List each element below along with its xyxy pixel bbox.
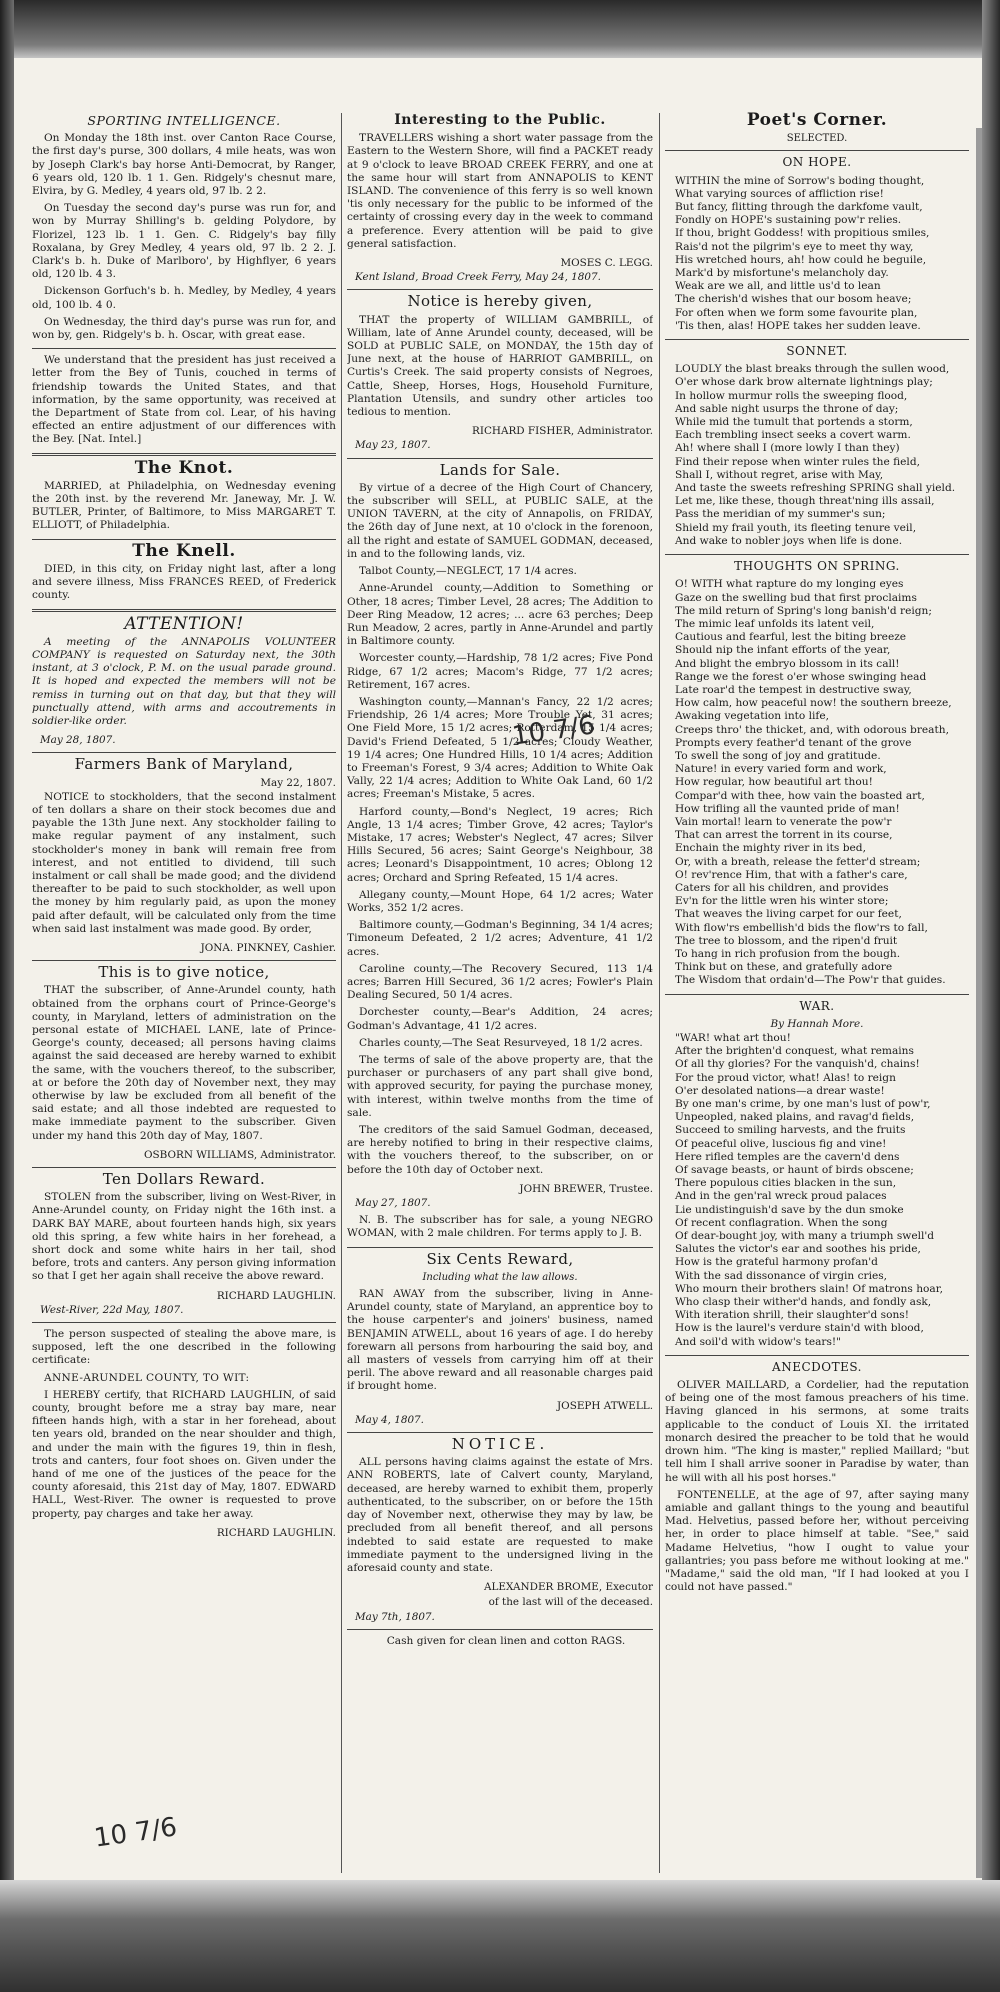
divider [665,994,969,995]
on-hope-heading: ON HOPE. [782,155,852,170]
farmers-bank-heading: Farmers Bank of Maryland, [74,755,294,774]
spring-heading: THOUGHTS ON SPRING. [734,559,900,574]
divider [32,960,336,961]
lands-sale-notice: By virtue of a decree of the High Court of Chancery, the subscriber will SELL, at PUBLIC SALE, at the UNION TAVERN, at the city of Annapolis, on FRIDAY, the 26th day of June next, at 10 o'clock in the forenoon, all the right and estate of SAMUEL GODMAN, deceased, in and to the following lands, viz. Talbot County,—NEGLECT, 17 1/4 acres. Anne-Arundel county,—Addition to Something or Other, 18 acres; Timber Level, 28 acres; The Addition to Deer Ring Meadow, 12 acres; ... acre 63 perches; Deep Run Meadow, 2 acres, partly in Anne-Arundel and partly in Baltimore county. Worcester county,—Hardship, 78 1/2 acres; Five Pond Ridge, 67 1/2 acres; Macom's Ridge, 77 1/2 acres; Retirement, 167 acres. Washington county,—Mannan's Fancy, 22 1/2 acres; Friendship, 26 1/4 acres; More Trouble Yet, 31 acres; One Field More, 15 1/2 acres; Rotterdam, 15 1/4 acres; David's Friend Defeated, 5 1/2 acres; Cloudy Weather, 19 1/4 acres; One Hundred Hills, 10 1/4 acres; Addition to Freeman's Forest, 9 3/4 acres; Addition to White Oak Vally, 22 1/4 acres; Addition to White Oak Land, 60 1/2 acres; Freeman's Mistake, 5 acres. Harford county,—Bond's Neglect, 19 acres; Rich Angle, 13 1/4 acres; Timber Grove, 42 acres; Taylor's Mistake, 17 acres; Webster's Neglect, 47 acres; Silver Hills Secured, 56 acres; Saint George's Neighbour, 38 acres; Leonard's Disappointment, 10 acres; Oblong 12 acres; Orchard and Spring Refeated, 15 1/4 acres. Allegany county,—Mount Hope, 64 1/2 acres; Water Works, 352 1/2 acres. Baltimore county,—Godman's Beginning, 34 1/4 acres; Timoneum Defeated, 2 1/2 acres; Adventure, 41 1/2 acres. Caroline county,—The Recovery Secured, 113 1/4 acres; Barren Hill Secured, 36 1/2 acres; Fowler's Plain Dealing Secured, 50 1/4 acres. Dorchester county,—Bear's Addition, 24 acres; Godman's Advantage, 41 1/2 acres. Charles county,—The Seat Resurveyed, 18 1/2 acres. The terms of sale of the above property are, that the purchaser or purchasers of any part shall give bond, with approved security, for paying the purchase money, with interest, within twelve months from the time of sale. The creditors of the said Samuel Godman, deceased, are hereby notified to bring in their respective claims, with the vouchers thereof, to the subscriber, on or before the 10th day of October next. [347,481,653,1176]
column-middle: Interesting to the Public. TRAVELLERS wishing a short water passage from the Eastern to the Western Shore, will find a PACKET ready at 9 o'clock to leave BROAD CREEK FERRY, and one at the same hour will start from ANNAPOLIS to KENT ISLAND. The convenience of this ferry is so well known 'tis only necessary for the public to be informed of the certainty of crossing every day in the week to command a preference. Every attention will be paid to give general satisfaction. MOSES C. LEGG. Kent Island, Broad Creek Ferry, May 24, 1807. Notice is hereby given, THAT the property of WILLIAM GAMBRILL, of William, late of Anne Arundel county, deceased, will be SOLD at PUBLIC SALE, on MONDAY, the 15th day of June next, at the house of HARRIOT GAMBRILL, on Curtis's Creek. The said property consists of Negroes, Cattle, Sheep, Horses, Hogs, Household Furniture, Plantation Utensils, and sundry other articles too tedious to mention. RICHARD FISHER, Administrator. May 23, 1807. Lands for Sale. By virtue of a decree of the High Court of Chancery, the subscriber will SELL, at PUBLIC SALE, at the UNION TAVERN, at the city of Annapolis, on FRIDAY, the 26th day of June next, at 10 o'clock in the forenoon, all the right and estate of SAMUEL GODMAN, deceased, in and to the following lands, viz. Talbot County,—NEGLECT, 17 1/4 acres. Anne-Arundel county,—Addition to Something or Other, 18 acres; Timber Level, 28 acres; The Addition to Deer Ring Meadow, 12 acres; ... acre 63 perches; Deep Run Meadow, 2 acres, partly in Anne-Arundel and partly in Baltimore county. Worcester county,—Hardship, 78 1/2 acres; Five Pond Ridge, 67 1/2 acres; Macom's Ridge, 77 1/2 acres; Retirement, 167 acres. Washington county,—Mannan's Fancy, 22 1/2 acres; Friendship, 26 1/4 acres; More Trouble Yet, 31 acres; One Field More, 15 1/2 acres; Rotterdam, 15 1/4 acres; David's Friend Defeated, 5 1/2 acres; Cloudy Weather, 19 1/4 acres; One Hundred Hills, 10 1/4 acres; Addition to Freeman's Forest, 9 3/4 acres; Addition to White Oak Vally, 22 1/4 acres; Addition to White Oak Land, 60 1/2 acres; Freeman's Mistake, 5 acres. Harford county,—Bond's Neglect, 19 acres; Rich Angle, 13 1/4 acres; Timber Grove, 42 acres; Taylor's Mistake, 17 acres; Webster's Neglect, 47 acres; Silver Hills Secured, 56 acres; Saint George's Neighbour, 38 acres; Leonard's Disappointment, 10 acres; Oblong 12 acres; Orchard and Spring Refeated, 15 1/4 acres. Allegany county,—Mount Hope, 64 1/2 acres; Water Works, 352 1/2 acres. Baltimore county,—Godman's Beginning, 34 1/4 acres; Timoneum Defeated, 2 1/2 acres; Adventure, 41 1/2 acres. Caroline county,—The Recovery Secured, 113 1/4 acres; Barren Hill Secured, 36 1/2 acres; Fowler's Plain Dealing Secured, 50 1/4 acres. Dorchester county,—Bear's Addition, 24 acres; Godman's Advantage, 41 1/2 acres. Charles county,—The Seat Resurveyed, 18 1/2 acres. The terms of sale of the above property are, that the purchaser or purchasers of any part shall give bond, with approved security, for paying the purchase money, with interest, within twelve months from the time of sale. The creditors of the said Samuel Godman, deceased, are hereby notified to bring in their respective claims, with the vouchers thereof, to the subscriber, on or before the 10th day of October next. JOHN BREWER, Trustee. May 27, 1807. N. B. The subscriber has for sale, a young NEGRO WOMAN, with 2 male children. For terms apply to J. B. Six Cents Reward, Including what the law allows. RAN AWAY from the subscriber, living in Anne-Arundel county, state of Maryland, an apprentice boy to the house carpenter's and joiners' business, named BENJAMIN ATWELL, about 16 years of age. I do hereby forewarn all persons from harbouring the said boy, and all masters of vessels from carrying him off at their peril. The above reward and all reasonable charges paid if brought home. JOSEPH ATWELL. May 4, 1807. NOTICE. ALL persons having claims against the estate of Mrs. ANN ROBERTS, late of Calvert county, Maryland, deceased, are hereby warned to exhibit them, properly authenticated, to the subscriber, on or before the 15th day of November next, otherwise they may by law, be precluded from all benefit thereof, and all persons indebted to said estate are requested to make immediate payment to the undersigned living in the aforesaid county and state. ALEXANDER BROME, Executor of the last will of the deceased. May 7th, 1807. Cash given for clean linen and cotton RAGS. [347,112,653,1647]
six-cents-heading: Six Cents Reward, [426,1249,574,1268]
scanner-edge-top [0,0,1000,60]
divider [32,453,336,456]
scanner-edge-left [0,0,14,1992]
poem-spring: O! WITH what rapture do my longing eyes Gaze on the swelling bud that first proclaims The mild return of Spring's long banish'd reign; The mimic leaf unfolds its latent veil, Cautious and fearful, lest the biting breeze Should nip the infant efforts of the year, And blight the embryo blossom in its call! Range we the forest o'er whose swinging head Late roar'd the tempest in destructive sway, How calm, how peaceful now! the southern breeze, Awaking vegetation into life, Creeps thro' the thicket, and, with odorous breath, Prompts every feather'd tenant of the grove To swell the song of joy and gratitude. Nature! in every varied form and work, How regular, how beautiful art thou! Compar'd with thee, how vain the boasted art, How trifling all the vaunted pride of man! Vain mortal! learn to venerate the pow'r That can arrest the torrent in its course, Enchain the mighty river in its bed, Or, with a breath, release the fetter'd stream; O! rev'rence Him, that with a father's care, Caters for all his children, and provides Ev'n for the little wren his winter store; That weaves the living carpet for our feet, With flow'rs embellish'd bids the flow'rs to fall, The tree to blossom, and the ripen'd fruit To hang in rich profusion from the bough. Think but on these, and gratefully adore The Wisdom that ordain'd—The Pow'r that guides. [675,578,952,987]
gambrill-sale-notice: THAT the property of WILLIAM GAMBRILL, of William, late of Anne Arundel county, deceased, will be SOLD at PUBLIC SALE, on MONDAY, the 15th day of June next, at the house of HARRIOT GAMBRILL, on Curtis's Creek. The said property consists of Negroes, Cattle, Sheep, Horses, Hogs, Household Furniture, Plantation Utensils, and sundry other articles too tedious to mention. [347,313,653,419]
divider [32,1167,336,1168]
packet-notice: TRAVELLERS wishing a short water passage from the Eastern to the Western Shore, will find a PACKET ready at 9 o'clock to leave BROAD CREEK FERRY, and one at the same hour will start from ANNAPOLIS to KENT ISLAND. The convenience of this ferry is so well known 'tis only necessary for the public to be informed of the certainty of crossing every day in the week to command a preference. Every attention will be paid to give general satisfaction. [347,132,653,250]
estate-notice: THAT the subscriber, of Anne-Arundel county, hath obtained from the orphans court of Prince-George's county, in Maryland, letters of administration on the personal estate of MICHAEL LANE, late of Prince-George's county, deceased; all persons having claims against the said deceased are hereby warned to exhibit the same, with the vouchers thereof, to the subscriber, at or before the 20th day of November next, they may otherwise by law be excluded from all benefit of the said estate; and all those indebted are requested to make immediate payment to the subscriber. Given under my hand this 20th day of May, 1807. [32,984,336,1142]
anecdotes-text: OLIVER MAILLARD, a Cordelier, had the reputation of being one of the most famous preachers of his time. Having glanced in his sermons, at some traits applicable to the conduct of Louis XI. the irritated monarch desired the preacher to be told that he would drown him. "The king is master," replied Maillard; "but tell him I shall arrive sooner in Paradise by water, than he will with all his post horses." FONTENELLE, at the age of 97, after saying many amiable and gallant things to the young and beautiful Mad. Helvetius, passed before her, without perceiving her, in order to place himself at table. "See," said Madame Helvetius, "how I ought to value your gallantries; you pass before me without looking at me." "Madame," said the old man, "If I had looked at you I could not have passed." [665,1379,969,1594]
page-edge-shadow [976,128,982,1878]
sporting-article: On Monday the 18th inst. over Canton Race Course, the first day's purse, 300 dollars, 4 mile heats, was won by Joseph Clark's bay horse Anti-Democrat, by Ranger, 6 years old, 120 lb. 1 1. Gen. Ridgely's chesnut mare, Elvira, by G. Medley, 4 years old, 97 lb. 2 2. On Tuesday the second day's purse was run for, and won by Murray Shilling's b. gelding Polydore, by Florizel, 123 lb. 1 1. Gen. C. Ridgely's bay filly Roxalana, by Grey Medley, 4 years old, 97 lb. 2 2. J. Clark's b. h. Duke of Marlboro', by Highflyer, 6 years old, 120 lb. 4 3. Dickenson Gorfuch's b. h. Medley, by Medley, 4 years old, 100 lb. 4 0. On Wednesday, the third day's purse was run for, and won by, gen. Ridgely's b. h. Oscar, with great ease. [32,132,336,342]
divider [32,348,336,349]
knot-heading: The Knot. [134,457,234,478]
scanner-edge-right [982,0,1000,1992]
scanner-edge-bottom [0,1880,1000,1992]
column-rule [659,113,660,1873]
runaway-notice: RAN AWAY from the subscriber, living in Anne-Arundel county, state of Maryland, an apprentice boy to the house carpenter's and joiners' business, named BENJAMIN ATWELL, about 16 years of age. I do hereby forewarn all persons from harbouring the said boy, and all masters of vessels from carrying him off at their peril. The above reward and all reasonable charges paid if brought home. [347,1288,653,1393]
divider [665,339,969,340]
handwritten-mark: 10 7/6 [92,1812,179,1854]
give-notice-heading: This is to give notice, [98,963,270,982]
divider [347,1247,653,1248]
rags-notice: Cash given for clean linen and cotton RAGS. [386,1634,626,1647]
divider [32,609,336,612]
bank-notice: NOTICE to stockholders, that the second instalment of ten dollars a share on their stock becomes due and payable the 13th June next. Any stockholder failing to make regular payment of any instalment, such stockholder's money in bank will remain free from interest, and not entitled to dividend, till such instalment or call shall be made good; and the dividend thereafter to be paid to such stockholder, as well upon the money by him regularly paid, as upon the money paid after default, will be calculated only from the time when said last instalment was made good. By order, [32,790,336,935]
column-left: SPORTING INTELLIGENCE. On Monday the 18th inst. over Canton Race Course, the first day's purse, 300 dollars, 4 mile heats, was won by Joseph Clark's bay horse Anti-Democrat, by Ranger, 6 years old, 120 lb. 1 1. Gen. Ridgely's chesnut mare, Elvira, by G. Medley, 4 years old, 97 lb. 2 2. On Tuesday the second day's purse was run for, and won by Murray Shilling's b. gelding Polydore, by Florizel, 123 lb. 1 1. Gen. C. Ridgely's bay filly Roxalana, by Grey Medley, 4 years old, 97 lb. 2 2. J. Clark's b. h. Duke of Marlboro', by Highflyer, 6 years old, 120 lb. 4 3. Dickenson Gorfuch's b. h. Medley, by Medley, 4 years old, 100 lb. 4 0. On Wednesday, the third day's purse was run for, and won by, gen. Ridgely's b. h. Oscar, with great ease. We understand that the president has just received a letter from the Bey of Tunis, couched in terms of friendship towards the United States, and that information, by the same opportunity, was received at the Department of State from col. Lear, of his having effected an entire adjustment of our differences with the Bey. [Nat. Intel.] The Knot. MARRIED, at Philadelphia, on Wednesday evening the 20th inst. by the reverend Mr. Janeway, Mr. J. W. BUTLER, Printer, of Baltimore, to Miss MARGARET T. ELLIOTT, of Philadelphia. The Knell. DIED, in this city, on Friday night last, after a long and severe illness, Miss FRANCES REED, of Frederick county. ATTENTION! A meeting of the ANNAPOLIS VOLUNTEER COMPANY is requested on Saturday next, the 30th instant, at 3 o'clock, P. M. on the usual parade ground. It is hoped and expected the members will not be remiss in turning out on that day, but that they will punctually attend, with arms and accoutrements in soldier-like order. May 28, 1807. Farmers Bank of Maryland, May 22, 1807. NOTICE to stockholders, that the second instalment of ten dollars a share on their stock becomes due and payable the 13th June next. Any stockholder failing to make regular payment of any instalment, such stockholder's money in bank will remain free from interest, and not entitled to dividend, till such instalment or call shall be made good; and the dividend thereafter to be paid to such stockholder, as well upon the money by him regularly paid, as upon the money paid after default, will be calculated only from the time when said last instalment was made good. By order, JONA. PINKNEY, Cashier. This is to give notice, THAT the subscriber, of Anne-Arundel county, hath obtained from the orphans court of Prince-George's county, in Maryland, letters of administration on the personal estate of MICHAEL LANE, late of Prince-George's county, deceased; all persons having claims against the said deceased are hereby warned to exhibit the same, with the vouchers thereof, to the subscriber, at or before the 20th day of November next, they may otherwise by law be excluded from all benefit of the said estate; and all those indebted are requested to make immediate payment to the subscriber. Given under my hand this 20th day of May, 1807. OSBORN WILLIAMS, Administrator. Ten Dollars Reward. STOLEN from the subscriber, living on West-River, in Anne-Arundel county, on Friday night the 16th inst. a DARK BAY MARE, about fourteen hands high, six years old this spring, a few white hairs in her forehead, a short dock and some white hairs in her tail, shod before, trots and canters. Any person giving information so that I get her again shall receive the above reward. RICHARD LAUGHLIN. West-River, 22d May, 1807. The person suspected of stealing the above mare, is supposed, left the one described in the following certificate: ANNE-ARUNDEL COUNTY, TO WIT: I HEREBY certify, that RICHARD LAUGHLIN, of said county, brought before me a stray bay mare, near fifteen hands high, with a star in her forehead, about ten years old, branded on the near shoulder and thigh, and under the main with the figures 19, thin in flesh, trots and canters, four foot shoes on. Given under the hand of me one of the justices of the peace for the county aforesaid, this 21st day of May, 1807. EDWARD HALL, West-River. The owner is requested to prove property, pay charges and take her away. RICHARD LAUGHLIN. [32,113,336,1539]
newspaper-page [14,58,982,1883]
column-right: Poet's Corner. SELECTED. ON HOPE. WITHIN the mine of Sorrow's boding thought, What varying sources of affliction rise! But fancy, flitting through the darkfome vault, Fondly on HOPE's sustaining pow'r relies. If thou, bright Goddess! with propitious smiles, Rais'd not the pilgrim's eye to meet thy way, His wretched hours, ah! how could he beguile, Mark'd by misfortune's melancholy day. Weak are we all, and little us'd to lean The cherish'd wishes that our bosom heave; For often when we form some favourite plan, 'Tis then, alas! HOPE takes her sudden leave. SONNET. LOUDLY the blast breaks through the sullen wood, O'er whose dark brow alternate lightnings play; In hollow murmur rolls the sweeping flood, And sable night usurps the throne of day; While mid the tumult that portends a storm, Each trembling insect seeks a covert warm. Ah! where shall I (more lowly I than they) Find their repose when winter rules the field, Shall I, without regret, arise with May, And taste the sweets refreshing SPRING shall yield. Let me, like these, though threat'ning ills assail, Pass the meridian of my summer's sun; Shield my frail youth, its fleeting tenure veil, And wake to nobler joys when life is done. THOUGHTS ON SPRING. O! WITH what rapture do my longing eyes Gaze on the swelling bud that first proclaims The mild return of Spring's long banish'd reign; The mimic leaf unfolds its latent veil, Cautious and fearful, lest the biting breeze Should nip the infant efforts of the year, And blight the embryo blossom in its call! Range we the forest o'er whose swinging head Late roar'd the tempest in destructive sway, How calm, how peaceful now! the southern breeze, Awaking vegetation into life, Creeps thro' the thicket, and, with odorous breath, Prompts every feather'd tenant of the grove To swell the song of joy and gratitude. Nature! in every varied form and work, How regular, how beautiful art thou! Compar'd with thee, how vain the boasted art, How trifling all the vaunted pride of man! Vain mortal! learn to venerate the pow'r That can arrest the torrent in its course, Enchain the mighty river in its bed, Or, with a breath, release the fetter'd stream; O! rev'rence Him, that with a father's care, Caters for all his children, and provides Ev'n for the little wren his winter store; That weaves the living carpet for our feet, With flow'rs embellish'd bids the flow'rs to fall, The tree to blossom, and the ripen'd fruit To hang in rich profusion from the bough. Think but on these, and gratefully adore The Wisdom that ordain'd—The Pow'r that guides. WAR. By Hannah More. "WAR! what art thou! After the brighten'd conquest, what remains Of all thy glories? For the vanquish'd, chains! For the proud victor, what! Alas! to reign O'er desolated nations—a drear waste! By one man's crime, by one man's lust of pow'r, Unpeopled, naked plains, and ravag'd fields, Succeed to smiling harvests, and the fruits Of peaceful olive, luscious fig and vine! Here rifled temples are the cavern'd dens Of savage beasts, or haunt of birds obscene; There populous cities blacken in the sun, And in the gen'ral wreck proud palaces Lie undistinguish'd save by the dun smoke Of recent conflagration. When the song Of dear-bought joy, with many a triumph swell'd Salutes the victor's ear and soothes his pride, How is the grateful harmony profan'd With the sad dissonance of virgin cries, Who mourn their brothers slain! Of matrons hoar, Who clasp their wither'd hands, and fondly ask, With iteration shrill, their slaughter'd sons! How is the laurel's verdure stain'd with blood, And soil'd with widow's tears!" ANECDOTES. OLIVER MAILLARD, a Cordelier, had the reputation of being one of the most famous preachers of his time. Having glanced in his sermons, at some traits applicable to the conduct of Louis XI. the irritated monarch desired the preacher to be told that he would drown him. "The king is master," replied Maillard; "but tell him I shall arrive sooner in Paradise by water, than he will with all his post horses." FONTENELLE, at the age of 97, after saying many amiable and gallant things to the young and beautiful Mad. Helvetius, passed before her, without perceiving her, in order to place himself at table. "See," said Madame Helvetius, "how I ought to value your gallantries; you pass before me without looking at me." "Madame," said the old man, "If I had looked at you I could not have passed." [665,110,969,1594]
anecdotes-heading: ANECDOTES. [772,1359,862,1374]
notice-given-heading: Notice is hereby given, [407,292,593,311]
divider [32,539,336,540]
divider [32,752,336,753]
marriage-notice: MARRIED, at Philadelphia, on Wednesday evening the 20th inst. by the reverend Mr. Janeway, Mr. J. W. BUTLER, Printer, of Baltimore, to Miss MARGARET T. ELLIOTT, of Philadelphia. [32,479,336,532]
death-notice: DIED, in this city, on Friday night last, after a long and severe illness, Miss FRANCES REED, of Frederick county. [32,562,336,602]
public-heading: Interesting to the Public. [394,112,606,128]
sporting-heading: SPORTING INTELLIGENCE. [87,113,281,128]
notice-heading: NOTICE. [451,1435,549,1454]
divider [347,1629,653,1630]
reward-heading: Ten Dollars Reward. [102,1170,266,1189]
divider [32,1322,336,1323]
divider [665,1355,969,1356]
handwritten-mark: 10 7/6 [510,710,597,752]
divider [347,1432,653,1433]
knell-heading: The Knell. [132,540,236,561]
poets-corner-heading: Poet's Corner. [746,110,888,130]
divider [665,554,969,555]
divider [347,289,653,290]
poem-war: "WAR! what art thou! After the brighten'd conquest, what remains Of all thy glories? For the vanquish'd, chains! For the proud victor, what! Alas! to reign O'er desolated nations—a drear waste! By one man's crime, by one man's lust of pow'r, Unpeopled, naked plains, and ravag'd fields, Succeed to smiling harvests, and the fruits Of peaceful olive, luscious fig and vine! Here rifled temples are the cavern'd dens Of savage beasts, or haunt of birds obscene; There populous cities blacken in the sun, And in the gen'ral wreck proud palaces Lie undistinguish'd save by the dun smoke Of recent conflagration. When the song Of dear-bought joy, with many a triumph swell'd Salutes the victor's ear and soothes his pride, How is the grateful harmony profan'd With the sad dissonance of virgin cries, Who mourn their brothers slain! Of matrons hoar, Who clasp their wither'd hands, and fondly ask, With iteration shrill, their slaughter'd sons! How is the laurel's verdure stain'd with blood, And soil'd with widow's tears!" [675,1032,943,1348]
divider [665,150,969,151]
divider [347,458,653,459]
lands-heading: Lands for Sale. [439,460,561,479]
volunteer-notice: A meeting of the ANNAPOLIS VOLUNTEER COMPANY is requested on Saturday next, the 30th instant, at 3 o'clock, P. M. on the usual parade ground. It is hoped and expected the members will not be remiss in turning out on that day, but that they will punctually attend, with arms and accoutrements in soldier-like order. [32,635,336,727]
bey-of-tunis-article: We understand that the president has just received a letter from the Bey of Tunis, couched in terms of friendship towards the United States, and that information, by the same opportunity, was received at the Department of State from col. Lear, of his having effected an entire adjustment of our differences with the Bey. [Nat. Intel.] [32,354,336,446]
sonnet-heading: SONNET. [786,344,848,359]
attention-heading: ATTENTION! [124,613,244,634]
roberts-estate-notice: ALL persons having claims against the estate of Mrs. ANN ROBERTS, late of Calvert county, Maryland, deceased, are hereby warned to exhibit them, properly authenticated, to the subscriber, on or before the 15th day of November next, otherwise they may by law, be precluded from all benefit thereof, and all persons indebted to said estate are requested to make immediate payment to the undersigned living in the aforesaid county and state. [347,1456,653,1574]
poem-sonnet: LOUDLY the blast breaks through the sullen wood, O'er whose dark brow alternate lightnings play; In hollow murmur rolls the sweeping flood, And sable night usurps the throne of day; While mid the tumult that portends a storm, Each trembling insect seeks a covert warm. Ah! where shall I (more lowly I than they) Find their repose when winter rules the field, Shall I, without regret, arise with May, And taste the sweets refreshing SPRING shall yield. Let me, like these, though threat'ning ills assail, Pass the meridian of my summer's sun; Shield my frail youth, its fleeting tenure veil, And wake to nobler joys when life is done. [675,363,956,547]
column-rule [341,113,342,1873]
poem-on-hope: WITHIN the mine of Sorrow's boding thought, What varying sources of affliction rise! But fancy, flitting through the darkfome vault, Fondly on HOPE's sustaining pow'r relies. If thou, bright Goddess! with propitious smiles, Rais'd not the pilgrim's eye to meet thy way, His wretched hours, ah! how could he beguile, Mark'd by misfortune's melancholy day. Weak are we all, and little us'd to lean The cherish'd wishes that our bosom heave; For often when we form some favourite plan, 'Tis then, alas! HOPE takes her sudden leave. [675,174,930,332]
negro-woman-notice: N. B. The subscriber has for sale, a young NEGRO WOMAN, with 2 male children. For terms apply to J. B. [347,1214,653,1240]
war-heading: WAR. [799,998,835,1013]
stray-mare-notice: The person suspected of stealing the above mare, is supposed, left the one described in the following certificate: ANNE-ARUNDEL COUNTY, TO WIT: I HEREBY certify, that RICHARD LAUGHLIN, of said county, brought before me a stray bay mare, near fifteen hands high, with a star in her forehead, about ten years old, branded on the near shoulder and thigh, and under the main with the figures 19, thin in flesh, trots and canters, four foot shoes on. Given under the hand of me one of the justices of the peace for the county aforesaid, this 21st day of May, 1807. EDWARD HALL, West-River. The owner is requested to prove property, pay charges and take her away. [32,1328,336,1520]
mare-reward-notice: STOLEN from the subscriber, living on West-River, in Anne-Arundel county, on Friday night the 16th inst. a DARK BAY MARE, about fourteen hands high, six years old this spring, a few white hairs in her forehead, a short dock and some white hairs in her tail, shod before, trots and canters. Any person giving information so that I get her again shall receive the above reward. [32,1191,336,1283]
